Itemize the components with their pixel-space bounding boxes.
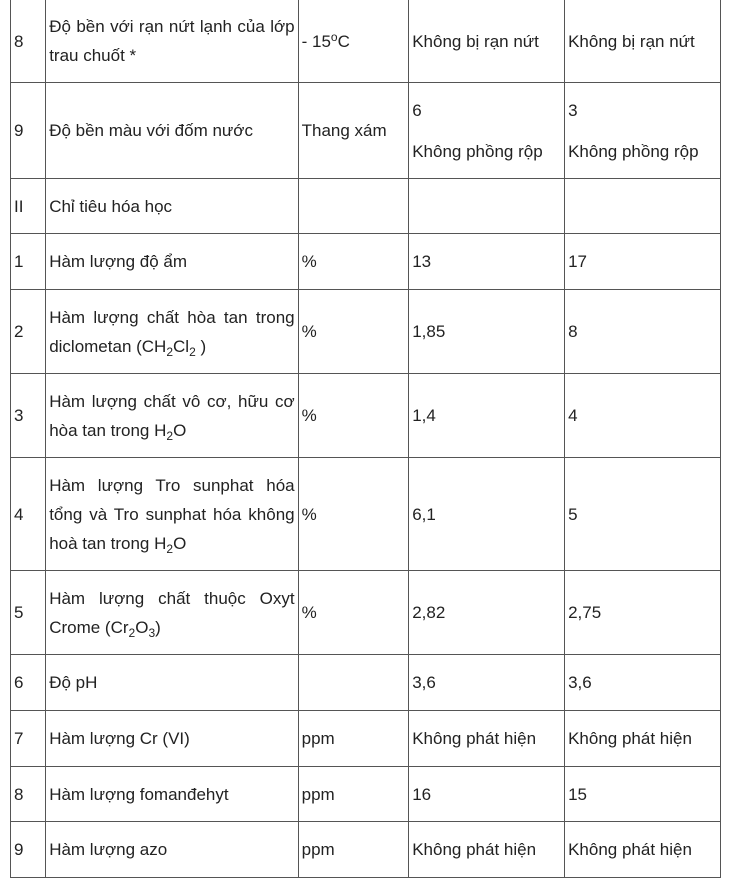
table-row (11, 290, 721, 374)
criterion-name: Hàm lượng chất hòa tan trong diclometan ($CH_2Cl_2$ ) (46, 290, 298, 374)
criterion-name: Hàm lượng Cr (VI) (46, 711, 298, 767)
value-cell-2: 3,6 (565, 655, 721, 711)
row-number: 3 (11, 374, 46, 458)
table-row (11, 234, 721, 290)
value-cell-1: 3,6 (409, 655, 565, 711)
table-row (11, 0, 721, 83)
unit-cell: ppm (298, 767, 409, 822)
value-cell-1: 16 (409, 767, 565, 822)
table-row (11, 83, 721, 179)
criterion-name: Hàm lượng chất vô cơ, hữu cơ hòa tan trong $H_2O$ (46, 374, 298, 458)
criterion-name: Hàm lượng azo (46, 822, 298, 878)
value-cell-2: 3 Không phồng rộp (565, 83, 721, 179)
unit-cell: % (298, 374, 409, 458)
value-cell-1: Không phát hiện (409, 711, 565, 767)
value-cell-2: Không phát hiện (565, 822, 721, 878)
value-cell-2 (565, 179, 721, 234)
table-row (11, 822, 721, 878)
value-cell-2: 8 (565, 290, 721, 374)
value-cell-2: 15 (565, 767, 721, 822)
value-cell-1: Không bị rạn nứt (409, 0, 565, 83)
unit-cell: ppm (298, 711, 409, 767)
table-row (11, 767, 721, 822)
criterion-name: Hàm lượng chất thuộc Oxyt Crome $(Cr_2O_3)$ (46, 571, 298, 655)
value-cell-2: 17 (565, 234, 721, 290)
table-row (11, 655, 721, 711)
row-number: 4 (11, 458, 46, 571)
criterion-name: Độ bền màu với đốm nước (46, 83, 298, 179)
unit-cell: ppm (298, 822, 409, 878)
row-number: 9 (11, 83, 46, 179)
unit-cell: - 15$^o$C (298, 0, 409, 83)
value-cell-2: 5 (565, 458, 721, 571)
unit-cell: Thang xám (298, 83, 409, 179)
row-number: 8 (11, 0, 46, 83)
value-cell-2: 4 (565, 374, 721, 458)
table-row (11, 374, 721, 458)
value-cell-2: Không bị rạn nứt (565, 0, 721, 83)
table-row (11, 458, 721, 571)
table-row (11, 179, 721, 234)
value-cell-1: 1,85 (409, 290, 565, 374)
value-cell-1: 6 Không phồng rộp (409, 83, 565, 179)
unit-cell: % (298, 234, 409, 290)
criterion-name: Độ pH (46, 655, 298, 711)
table-row (11, 711, 721, 767)
unit-cell (298, 179, 409, 234)
criterion-name: Hàm lượng Tro sunphat hóa tổng và Tro sunphat hóa không hoà tan trong $H_2O$ (46, 458, 298, 571)
unit-cell: % (298, 290, 409, 374)
row-number: 7 (11, 711, 46, 767)
unit-cell: % (298, 571, 409, 655)
value-cell-1 (409, 179, 565, 234)
table-row (11, 571, 721, 655)
spec-table (10, 0, 721, 878)
section-heading: Chỉ tiêu hóa học (46, 179, 298, 234)
row-number: 2 (11, 290, 46, 374)
row-number: 1 (11, 234, 46, 290)
row-number: 6 (11, 655, 46, 711)
value-cell-1: Không phát hiện (409, 822, 565, 878)
criterion-name: Hàm lượng fomanđehyt (46, 767, 298, 822)
value-cell-1: 6,1 (409, 458, 565, 571)
row-number: 9 (11, 822, 46, 878)
row-number: 8 (11, 767, 46, 822)
value-cell-1: 13 (409, 234, 565, 290)
value-cell-2: 2,75 (565, 571, 721, 655)
unit-cell: % (298, 458, 409, 571)
row-number: II (11, 179, 46, 234)
value-cell-1: 2,82 (409, 571, 565, 655)
criterion-name: Độ bền với rạn nứt lạnh của lớp trau chuốt * (46, 0, 298, 83)
value-cell-2: Không phát hiện (565, 711, 721, 767)
row-number: 5 (11, 571, 46, 655)
value-cell-1: 1,4 (409, 374, 565, 458)
unit-cell (298, 655, 409, 711)
criterion-name: Hàm lượng độ ẩm (46, 234, 298, 290)
